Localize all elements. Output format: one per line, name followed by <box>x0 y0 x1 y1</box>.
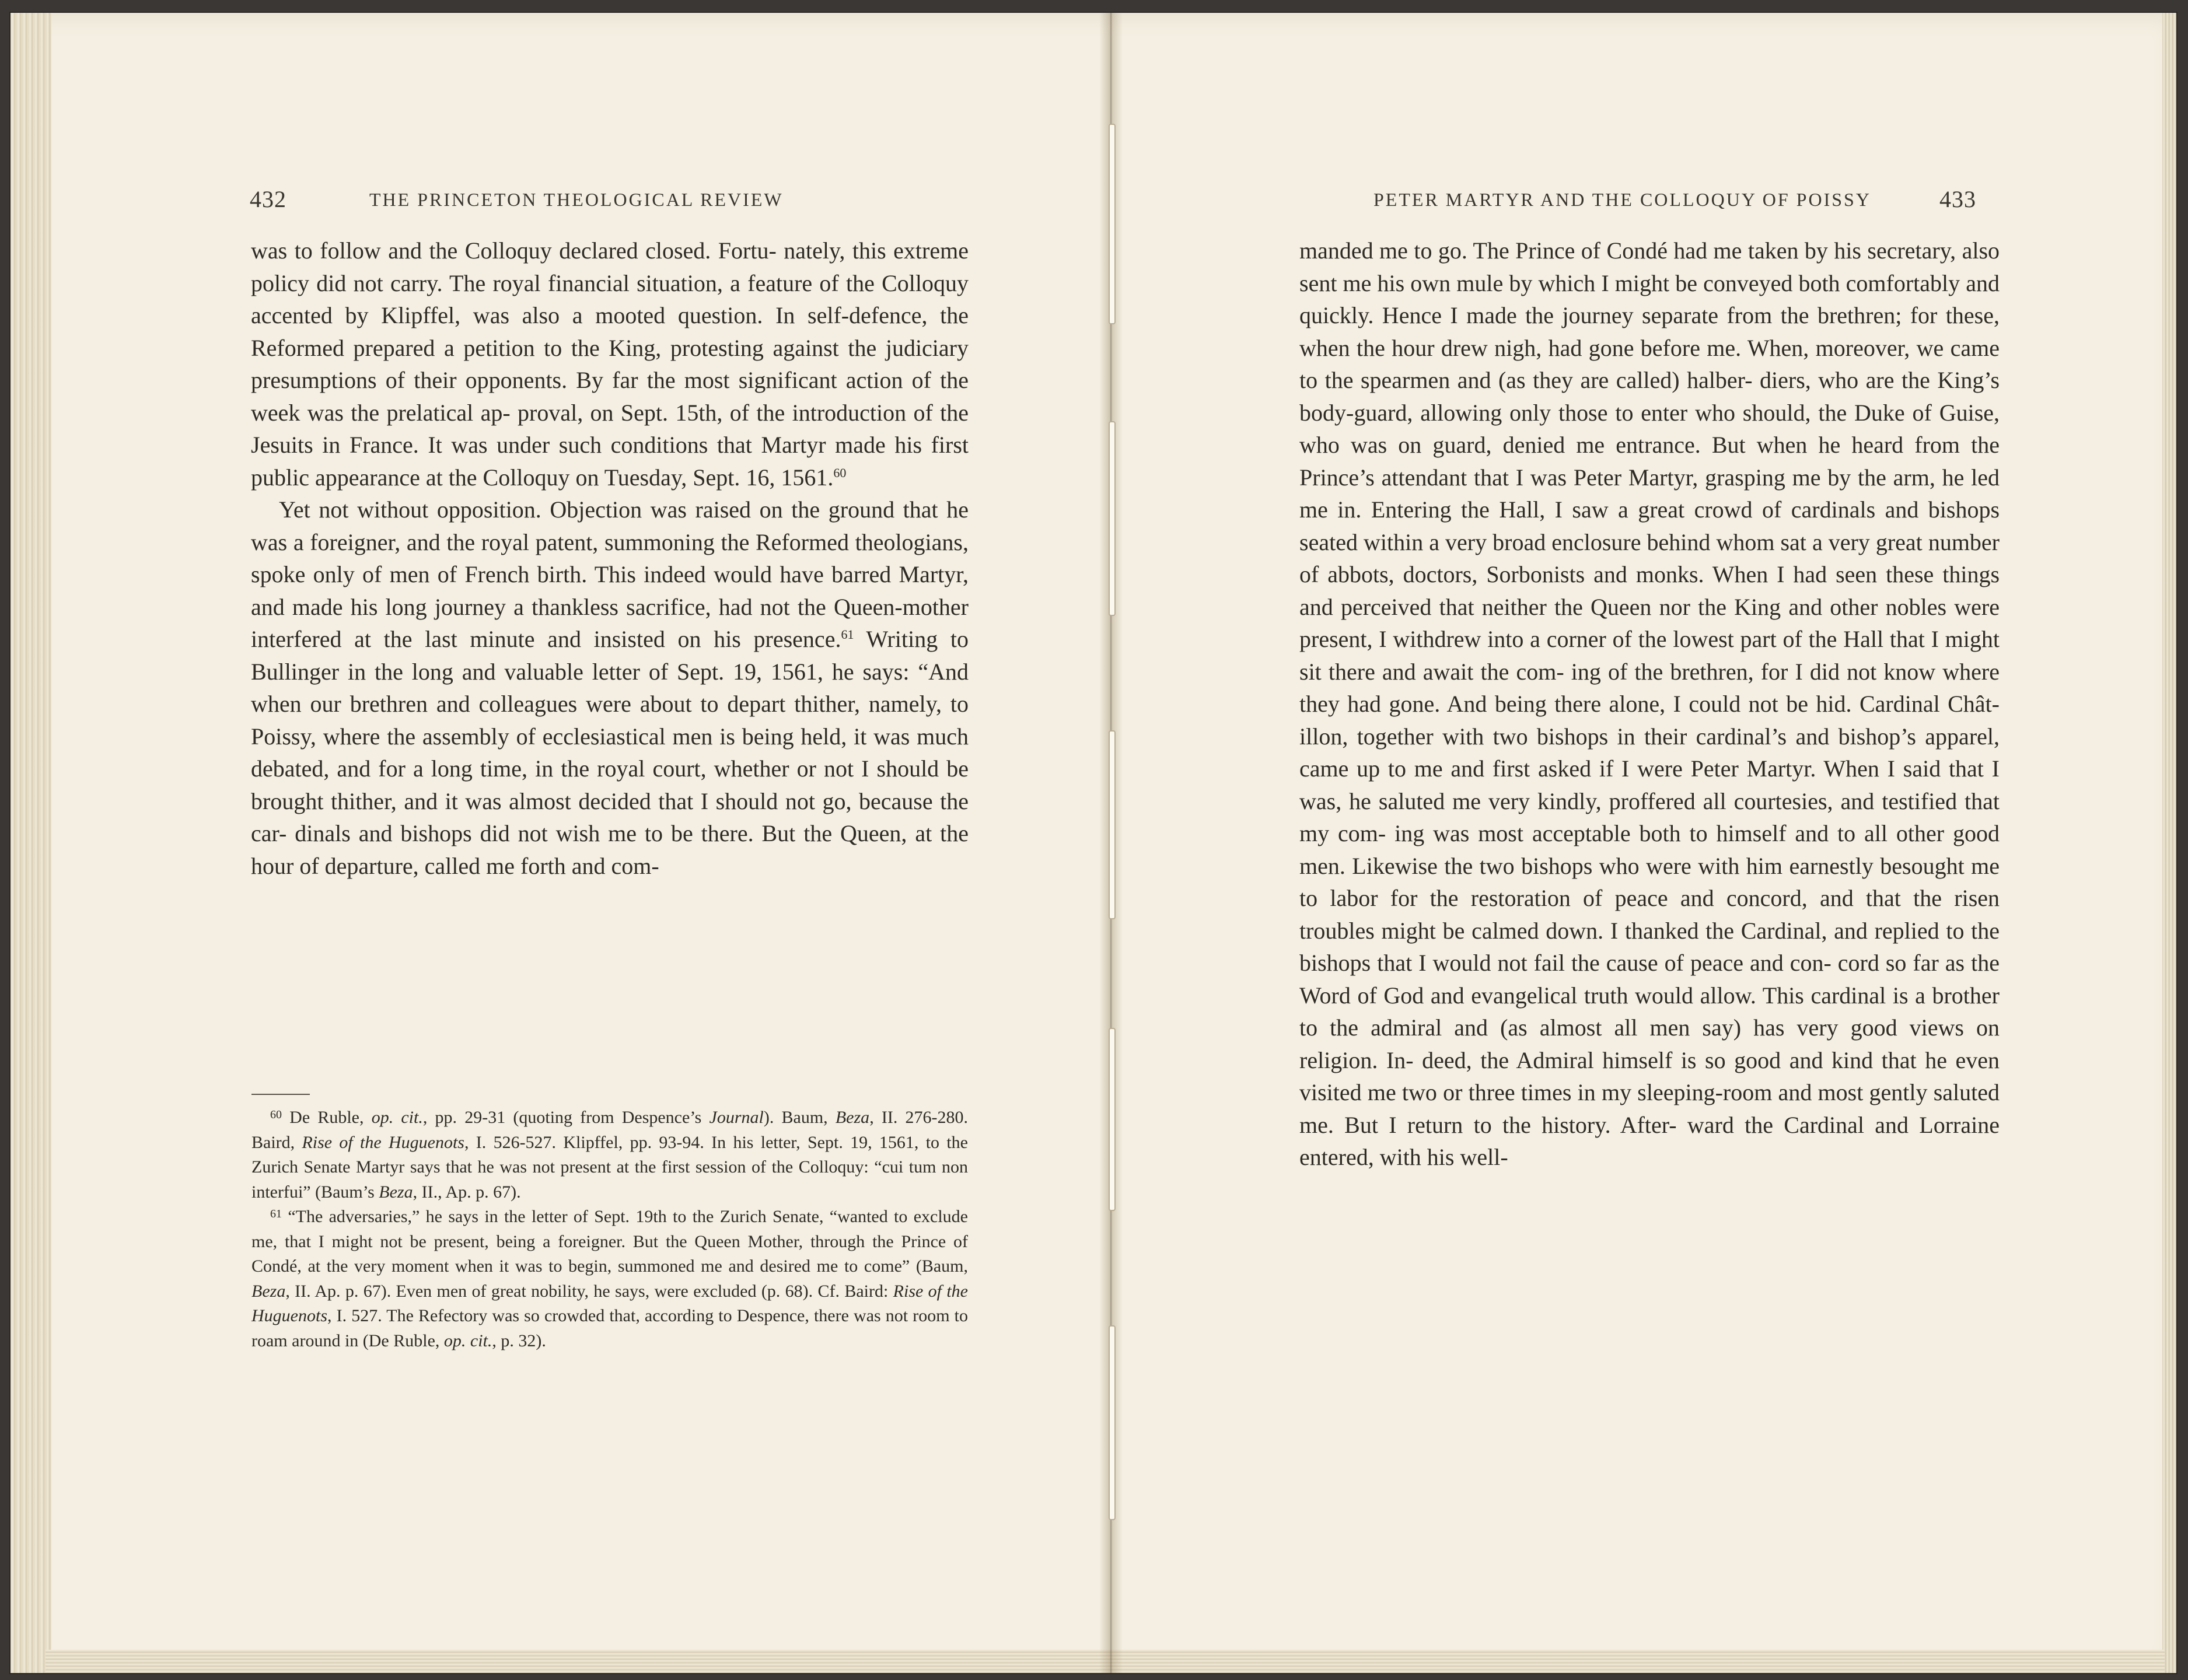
footnote-italic: Rise of the Huguenots <box>302 1132 464 1152</box>
footnotes <box>251 1105 968 1353</box>
text-line: France. It was under such conditions that Martyr made <box>349 432 886 458</box>
footnote-text: De Ruble, <box>282 1108 372 1127</box>
footnote-italic: Beza <box>835 1108 870 1127</box>
page-edges-left <box>11 13 51 1673</box>
binding-thread <box>1109 730 1116 919</box>
text-line: nately, this extreme policy did not carry. The royal <box>251 237 969 296</box>
footnote-60 <box>251 1105 968 1205</box>
body-text <box>251 235 969 882</box>
text-line: Reformed prepared a petition to the King, protesting against <box>251 334 839 361</box>
footnote-ref-60: 60 <box>833 465 847 480</box>
left-page <box>51 13 1099 1673</box>
text-line: diers, who are the King’s body-guard, allowing only those <box>1299 367 2000 426</box>
binding-thread <box>1109 1028 1116 1211</box>
binding-thread <box>1109 124 1116 324</box>
text-line: proval, on Sept. 15th, of the introduction of the Jesuits in <box>251 399 969 458</box>
text-line: attendant that I was Peter Martyr, grasping me by the arm, <box>1381 464 1935 491</box>
footnote-text: ). Baum, <box>763 1108 836 1127</box>
footnote-text: , II. 276-280. Baird, <box>251 1108 969 1152</box>
right-page <box>1123 13 2162 1673</box>
binding-thread <box>1109 1325 1116 1520</box>
footnote-ref-61: 61 <box>841 627 854 642</box>
paragraph <box>1299 235 2000 1174</box>
footnote-text: , p. 32). <box>492 1331 546 1350</box>
text-line: earnestly besought me to labor for the restoration of <box>1299 852 2000 911</box>
text-line: most significant action of the week was the prelatical ap- <box>251 367 969 426</box>
text-line: ward the Cardinal and Lorraine entered, with his well- <box>1299 1111 2000 1170</box>
open-book <box>11 13 2176 1673</box>
text-line: bishop’s apparel, came up to me and first asked if I were <box>1299 723 2000 782</box>
footnote-61 <box>251 1205 968 1353</box>
text-line: And being there alone, I could not be hid. Cardinal Chât- <box>1446 691 2000 717</box>
text-line: the hour drew nigh, had gone before me. When, moreover, <box>1356 334 1910 361</box>
text-line: summoning the Reformed theologians, spoke only of men <box>251 528 969 587</box>
text-line: peace and concord, and that the risen troubles might be <box>1299 885 2000 944</box>
footnote-italic: Rise of the Huguenots <box>251 1281 968 1325</box>
text-line: of French birth. This indeed would have barred Martyr, <box>437 561 969 587</box>
text-line: ing was most acceptable both to himself and to all other <box>1394 820 1945 846</box>
text-line: Yet not without opposition. Objection was raised on <box>279 496 783 523</box>
paragraph <box>251 235 969 494</box>
text-line: Queen, at the hour of departure, called me forth and com- <box>251 820 969 879</box>
paragraph <box>251 494 969 882</box>
footnote-text: , II., Ap. p. 67). <box>413 1182 521 1202</box>
text-line: perceived that neither the Queen nor the King and other <box>1340 593 1878 620</box>
running-head-title: THE PRINCETON THEOLOGICAL REVIEW <box>369 189 784 210</box>
text-line: visited me two or three times in my sleeping-room and most <box>1299 1079 1864 1105</box>
page-number: 432 <box>250 186 286 212</box>
text-line: calmed down. I thanked the Cardinal, and replied to the <box>1472 917 2000 944</box>
page-edges-right <box>2162 13 2176 1673</box>
footnote-text: “The adversaries,” he says in the letter of Sept. 19th to the Zurich Senate, “wanted to exclude me, that I might not be present, being a foreigner. But the Queen Mother, through the Prince of Condé, at the very moment when it was to begin, summoned me and desired me to come” (Baum, <box>251 1207 968 1276</box>
text-line: on his presence. <box>677 626 841 652</box>
text-line: Sorbonists and monks. When I had seen these things and <box>1299 561 2000 620</box>
text-line: gently saluted me. But I return to the history. After- <box>1299 1079 2000 1138</box>
binding-thread <box>1109 421 1116 616</box>
text-line: Writing to Bullinger in the long and <box>251 626 969 685</box>
text-line: Peter Martyr. When I said that I was, he saluted me very <box>1299 755 2000 814</box>
running-head <box>51 186 1099 215</box>
text-line: court, whether or not I should be brought thither, and it <box>251 755 969 814</box>
text-line: dinals and bishops did not wish me to be there. But the <box>295 820 833 846</box>
footnote-text: , I. 526-527. Klipffel, pp. 93-94. In his letter, Sept. 19, 1561, to the Zurich Senate Martyr says that he was not present at the first session of the Colloquy: “cui tum non interfui” (Baum’s <box>251 1132 968 1202</box>
text-line: ing of the brethren, for I did not know where they had gone. <box>1299 658 2000 717</box>
text-line: to enter who should, the Duke of Guise, who was on guard, <box>1299 399 2000 458</box>
text-line: his secretary, also sent me his own mule by which I might <box>1299 237 2000 296</box>
text-line: brethren and colleagues were about to depart thither, namely, <box>349 691 942 717</box>
text-line: nobles were present, I withdrew into a corner of the lowest <box>1299 593 2000 652</box>
text-line: part of the Hall that I might sit there and await the com- <box>1299 626 2000 685</box>
text-line: deed, the Admiral himself is so good and kind that he even <box>1422 1046 2000 1073</box>
text-line: was to follow and the Colloquy declared closed. Fortu- <box>251 237 777 264</box>
text-line: the journey separate from the brethren; for these, when <box>1299 302 2000 361</box>
page-number: 433 <box>1939 186 1976 212</box>
text-line: he led me in. Entering the Hall, I saw a great crowd of <box>1299 464 2000 523</box>
text-line: 16, 1561. <box>746 464 834 491</box>
footnote-text: , pp. 29-31 (quoting from Despence’s <box>422 1108 709 1127</box>
text-line: we came to the spearmen and (as they are called) halber- <box>1299 334 2000 393</box>
text-line: behind whom sat a very great number of abbots, doctors, <box>1299 528 2000 587</box>
text-line: was almost decided that I should not go, because the car- <box>251 788 969 846</box>
footnote-mark: 60 <box>270 1108 282 1121</box>
text-line: good men. Likewise the two bishops who were with him <box>1299 820 2000 879</box>
text-line: the judiciary presumptions of their opponents. By far the <box>251 334 969 393</box>
text-line: financial situation, a feature of the Colloquy accented by <box>251 270 969 328</box>
footnote-italic: Beza <box>379 1182 413 1202</box>
text-line: Klipffel, was also a mooted question. In self-defence, the <box>381 302 969 328</box>
text-line: almost all men say) has very good views on religion. In- <box>1299 1014 2000 1073</box>
text-line: allow. This cardinal is a brother to the admiral and (as <box>1299 982 2000 1041</box>
text-line: illon, together with two bishops in their cardinal’s and <box>1299 723 1830 750</box>
text-line: denied me entrance. But when he heard from the Prince’s <box>1299 432 2000 491</box>
text-line: valuable letter of Sept. 19, 1561, he says: “And when our <box>251 658 969 717</box>
footnote-italic: op. cit. <box>371 1108 423 1127</box>
text-line: cardinals and bishops seated within a very broad enclosure <box>1299 496 2000 555</box>
running-head <box>1123 186 2162 215</box>
footnote-text: , I. 527. The Refectory was so crowded that, according to Despence, there was not room to roam around in (De Ruble, <box>251 1306 968 1350</box>
running-head-title: PETER MARTYR AND THE COLLOQUY OF POISSY <box>1373 189 1871 210</box>
footnote-italic: Beza <box>251 1281 286 1301</box>
footnote-mark: 61 <box>270 1208 282 1220</box>
footnote-text: , II. Ap. p. 67). Even men of great nobility, he says, were excluded (p. 68). Cf. Baird: <box>285 1281 893 1301</box>
footnote-italic: op. cit. <box>443 1331 492 1350</box>
text-line: manded me to go. The Prince of Condé had me taken by <box>1299 237 1828 264</box>
text-line: kindly, proffered all courtesies, and testified that my com- <box>1299 788 2000 846</box>
text-line: bishops that I would not fail the cause of peace and con- <box>1299 950 1832 976</box>
text-line: to Poissy, where the assembly of ecclesiastical men is being <box>251 691 969 750</box>
text-line: his first public appearance at the Colloquy on Tuesday, Sept. <box>251 432 969 491</box>
text-line: the ground that he was a foreigner, and the royal patent, <box>251 496 969 555</box>
text-line: and made his long journey a thankless sacrifice, had not the <box>251 593 826 620</box>
text-line: Queen-mother interfered at the last minute and insisted <box>251 593 969 652</box>
footnote-italic: Journal <box>709 1108 764 1127</box>
footnote-rule <box>251 1094 310 1095</box>
text-line: held, it was much debated, and for a long time, in the royal <box>251 723 969 782</box>
text-line: be conveyed both comfortably and quickly. Hence I made <box>1299 270 2000 328</box>
body-text <box>1299 235 2000 1174</box>
text-line: cord so far as the Word of God and evangelical truth would <box>1299 950 2000 1009</box>
